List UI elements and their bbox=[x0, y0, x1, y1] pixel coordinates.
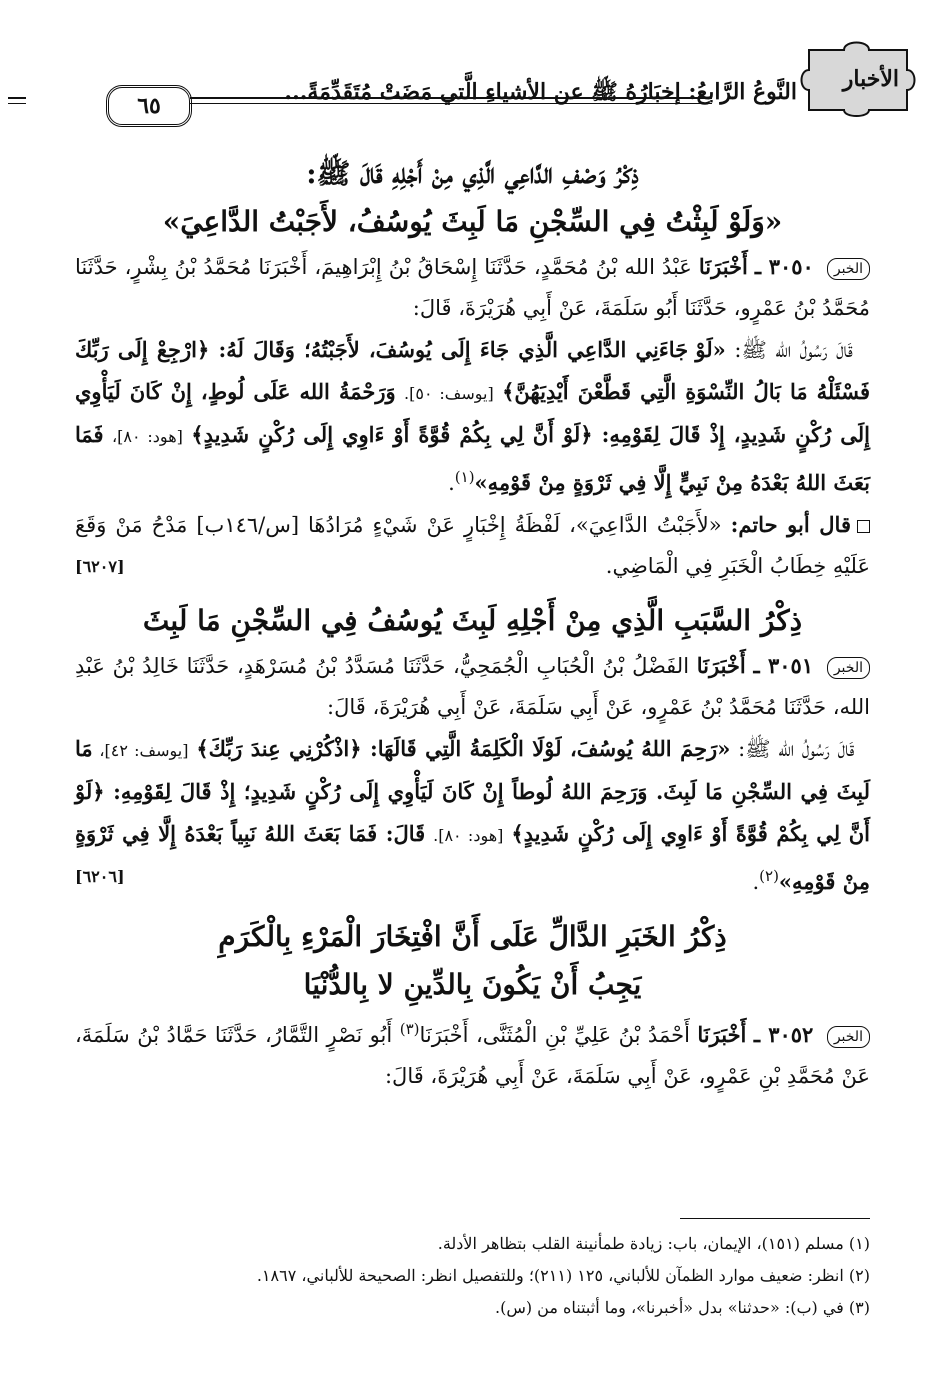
matn-intro: قَالَ رَسُولُ الله ﷺ: bbox=[734, 338, 853, 362]
khabar-tag: الخبر bbox=[827, 258, 870, 280]
heading-line: ذِكْرُ السَّبَبِ الَّذِي مِنْ أَجْلِهِ لَبِثَ يُوسُفُ فِي السِّجْنِ مَا لَبِثَ bbox=[142, 604, 803, 637]
section-heading bbox=[75, 597, 870, 645]
akhbarana: أَخْبَرَنَا bbox=[697, 1022, 747, 1047]
quran-ref: [يوسف: ٤٢]، bbox=[99, 741, 189, 760]
hadith-number: ٣٠٥١ ـ bbox=[753, 653, 814, 678]
matn-text: قَالَ: فَمَا بَعَثَ اللهُ نَبِياً بَعْدَهُ إِلَّا فِي ثَرْوَةٍ مِنْ قَوْمِهِ» bbox=[75, 821, 870, 894]
section-heading bbox=[75, 913, 870, 1009]
hadith-isnad bbox=[75, 246, 870, 329]
isnad-text: أَبُو نَصْرٍ التَّمَّارُ، حَدَّثَنَا حَمَّادُ بْنُ سَلَمَةَ، عَنْ مُحَمَّدِ بْنِ عَمْرٍو، عَنْ أَبِي سَلَمَةَ، عَنْ أَبِي هُرَيْرَةَ، قَالَ: bbox=[75, 1023, 870, 1088]
page-header bbox=[80, 40, 917, 120]
footnote-rule bbox=[680, 1218, 870, 1219]
isnad-text: عَبْدُ الله بْنُ مُحَمَّدٍ، حَدَّثَنَا إِسْحَاقُ بْنُ إِبْرَاهِيمَ، أَخْبَرَنَا مُحَمَّدُ بْنُ بِشْرٍ، حَدَّثَنَا مُحَمَّدُ بْنُ عَمْرٍو، حَدَّثَنَا أَبُو سَلَمَةَ، عَنْ أَبِي هُرَيْرَةَ، قَالَ: bbox=[75, 255, 870, 320]
heading-line: ذِكْرُ وَصْفِ الدَّاعِي الَّذِي مِنْ أَجْلِهِ قَالَ ﷺ: bbox=[306, 157, 639, 190]
comment-text: «لأَجَبْتُ الدَّاعِيَ»، لَفْظَةُ إِخْبَارٍ عَنْ شَيْءٍ مُرَادُهَا [س/١٤٦ب] مَدْحُ مَنْ وَقَعَ عَلَيْهِ خِطَابُ الْخَبَرِ فِي الْمَاضِي. bbox=[75, 513, 870, 578]
hadith-number: ٣٠٥٢ ـ bbox=[753, 1022, 814, 1047]
cross-ref: [٦٢٠٧] bbox=[75, 557, 125, 576]
hadith-isnad bbox=[75, 1009, 870, 1097]
matn-text: «لَوْ جَاءَنِي الدَّاعِي الَّذِي جَاءَ إِلَى يُوسُفَ، لأَجَبْتُهُ؛ وَقَالَ لَهُ: ﴿ارْجِعْ إِلَى رَبِّكَ فَسْئَلْهُ مَا بَالُ النِّسْوَةِ الَّتِي قَطَّعْنَ أَيْدِيَهُنَّ﴾ bbox=[75, 337, 870, 404]
heading-line: «وَلَوْ لَبِثْتُ فِي السِّجْنِ مَا لَبِثَ يُوسُفُ، لأَجَبْتُ الدَّاعِيَ» bbox=[162, 205, 783, 238]
hadith-number: ٣٠٥٠ ـ bbox=[754, 254, 814, 279]
hadith-isnad bbox=[75, 645, 870, 728]
akhbarana: أَخْبَرَنَا bbox=[698, 254, 748, 279]
footnotes bbox=[75, 1228, 870, 1324]
hadith-matn: قَالَ رَسُولُ الله ﷺ: «رَحِمَ اللهُ يُوسُفَ، لَوْلَا الْكَلِمَةُ الَّتِي قَالَهَا: ﴿اذْكُرْنِي عِندَ رَبِّكَ﴾ [يوسف: ٤٢]، مَا لَبِثَ فِي السِّجْنِ مَا لَبِثَ. وَرَحِمَ اللهُ لُوطاً إِنْ كَانَ لَيَأْوِي إِلَى رُكْنٍ شَدِيدٍ؛ إِذْ قَالَ لِقَوْمِهِ: ﴿لَوْ أَنَّ لِي بِكُمْ قُوَّةً أَوْ ءَاوِي إِلَى رُكْنٍ شَدِيدٍ﴾ [هود: ٨٠]. قَالَ: فَمَا بَعَثَ اللهُ نَبِياً بَعْدَهُ إِلَّا فِي ثَرْوَةٍ مِنْ قَوْمِهِ»$^{(٢)}$. [٦٢٠٦] bbox=[75, 728, 870, 903]
commentary bbox=[75, 504, 870, 587]
footnote: (٣) في (ب): «حدثنا» بدل «أخبرنا»، وما أثبتناه من (س). bbox=[494, 1298, 870, 1317]
khabar-tag: الخبر bbox=[827, 1026, 870, 1048]
heading-line: ذِكْرُ الخَبَرِ الدَّالِّ عَلَى أَنَّ افْتِخَارَ الْمَرْءِ بِالْكَرَمِ bbox=[218, 920, 727, 953]
page-number: ٦٥ bbox=[106, 85, 192, 127]
quran-ref: [هود: ٨٠]. bbox=[433, 826, 504, 845]
running-title: النَّوعُ الرَّابعُ: إخبَارُهُ ﷺ عن الأشياءِ الَّتي مَضَتْ مُتَقَدِّمَةً... bbox=[284, 79, 797, 105]
matn-text: مَا لَبِثَ فِي السِّجْنِ مَا لَبِثَ. وَرَحِمَ اللهُ لُوطاً إِنْ كَانَ لَيَأْوِي إِلَى رُكْنٍ شَدِيدٍ؛ إِذْ قَالَ لِقَوْمِهِ: ﴿لَوْ أَنَّ لِي بِكُمْ قُوَّةً أَوْ ءَاوِي إِلَى رُكْنٍ شَدِيدٍ﴾ bbox=[75, 736, 870, 846]
footnote-mark: (٣) bbox=[399, 1020, 420, 1038]
puzzle-badge bbox=[799, 40, 917, 118]
footnote: (٢) انظر: ضعيف موارد الظمآن للألباني، ١٢٥ (٢١١)؛ وللتفصيل انظر: الصحيحة للألباني، ١٨٦٧. bbox=[256, 1266, 870, 1285]
khabar-tag: الخبر bbox=[827, 657, 870, 679]
puzzle-badge-label: الأخبار bbox=[842, 66, 899, 92]
header-rule-left bbox=[8, 97, 26, 104]
page-body bbox=[75, 150, 870, 1097]
footnote: (١) مسلم (١٥١)، الإيمان، باب: زيادة طمأنينة القلب بتظاهر الأدلة. bbox=[437, 1234, 870, 1253]
hadith-matn: قَالَ رَسُولُ الله ﷺ: «لَوْ جَاءَنِي الدَّاعِي الَّذِي جَاءَ إِلَى يُوسُفَ، لأَجَبْتُهُ؛ وَقَالَ لَهُ: ﴿ارْجِعْ إِلَى رَبِّكَ فَسْئَلْهُ مَا بَالُ النِّسْوَةِ الَّتِي قَطَّعْنَ أَيْدِيَهُنَّ﴾ [يوسف: ٥٠]. وَرَحْمَةُ الله عَلَى لُوطٍ، إِنْ كَانَ لَيَأْوِي إِلَى رُكْنٍ شَدِيدٍ، إِذْ قَالَ لِقَوْمِهِ: ﴿لَوْ أَنَّ لِي بِكُمْ قُوَّةً أَوْ ءَاوِي إِلَى رُكْنٍ شَدِيدٍ﴾ [هود: ٨٠]، فَمَا بَعَثَ اللهُ بَعْدَهُ مِنْ نَبِيٍّ إِلَّا فِي ثَرْوَةٍ مِنْ قَوْمِهِ»$^{(١)}$. bbox=[75, 337, 871, 495]
footnote-mark: (١) bbox=[454, 468, 475, 486]
matn-intro: قَالَ رَسُولُ الله ﷺ: bbox=[738, 737, 855, 761]
footnote-mark: (٢) bbox=[759, 867, 779, 885]
comment-label: قال أبو حاتم: bbox=[730, 512, 851, 537]
matn-text: فَمَا بَعَثَ اللهُ بَعْدَهُ مِنْ نَبِيٍّ إِلَّا فِي ثَرْوَةٍ مِنْ قَوْمِهِ» bbox=[75, 422, 870, 495]
matn-text: «رَحِمَ اللهُ يُوسُفَ، لَوْلَا الْكَلِمَةُ الَّتِي قَالَهَا: ﴿اذْكُرْنِي عِندَ رَبِّكَ﴾ bbox=[196, 736, 731, 761]
matn-text: وَرَحْمَةُ الله عَلَى لُوطٍ، إِنْ كَانَ لَيَأْوِي إِلَى رُكْنٍ شَدِيدٍ، إِذْ قَالَ لِقَوْمِهِ: ﴿لَوْ أَنَّ لِي بِكُمْ قُوَّةً أَوْ ءَاوِي إِلَى رُكْنٍ شَدِيدٍ﴾ bbox=[75, 379, 871, 447]
section-heading bbox=[75, 150, 870, 246]
isnad-text: أَحْمَدُ بْنُ عَلِيِّ بْنِ الْمُثَنَّى، أَخْبَرَنَا bbox=[419, 1023, 690, 1047]
quran-ref: [يوسف: ٥٠]. bbox=[404, 384, 494, 403]
akhbarana: أَخْبَرَنَا bbox=[696, 653, 746, 678]
square-icon bbox=[857, 520, 870, 533]
isnad-text: الفَضْلُ بْنُ الْحُبَابِ الْجُمَحِيُّ، حَدَّثَنَا مُسَدَّدُ بْنُ مُسَرْهَدٍ، حَدَّثَنَا خَالِدُ بْنُ عَبْدِ الله، حَدَّثَنَا مُحَمَّدُ بْنُ عَمْرٍو، عَنْ أَبِي سَلَمَةَ، عَنْ أَبِي هُرَيْرَةَ، قَالَ: bbox=[75, 654, 870, 719]
cross-ref: [٦٢٠٦] bbox=[75, 867, 125, 886]
header-rule-right bbox=[190, 97, 712, 104]
quran-ref: [هود: ٨٠]، bbox=[112, 427, 183, 446]
heading-line: يَجِبُ أَنْ يَكُونَ بِالدِّينِ لا بِالدُّنْيَا bbox=[303, 968, 642, 1001]
